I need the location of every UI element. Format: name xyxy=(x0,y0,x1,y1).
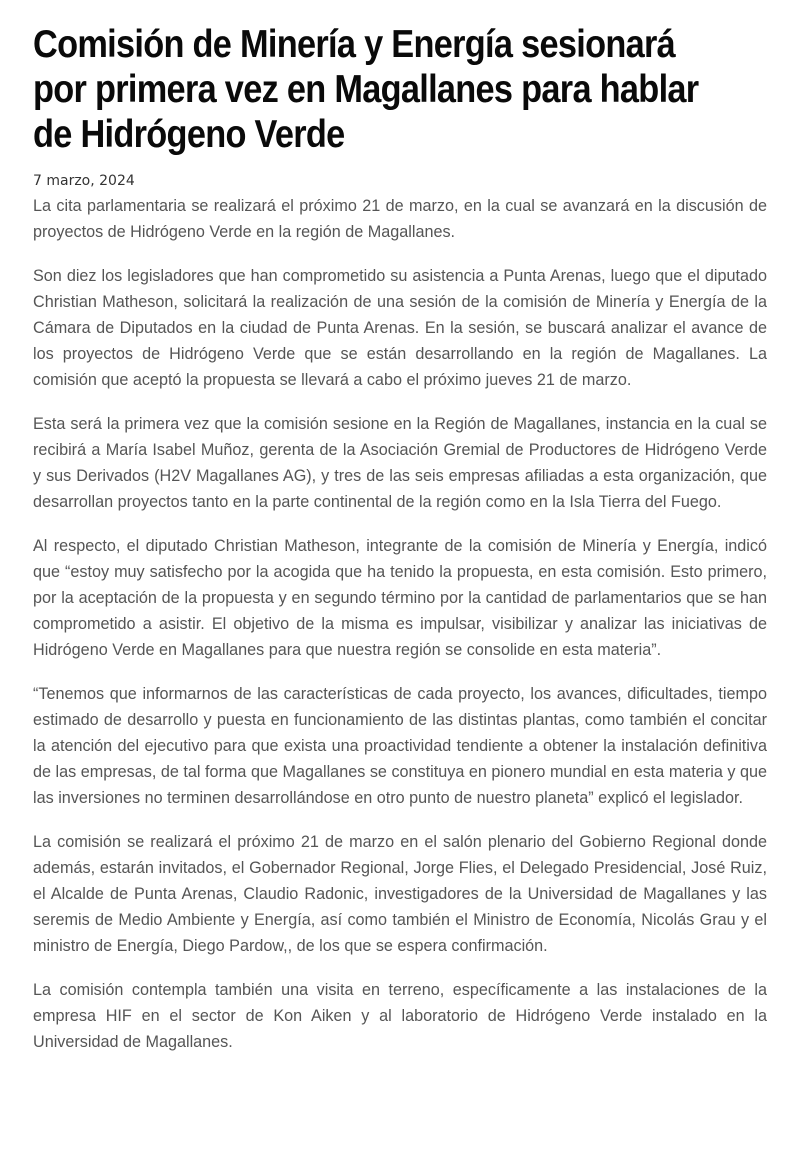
article-paragraph: “Tenemos que informarnos de las características de cada proyecto, los avances, dificultades, tiempo estimado de desarrollo y puesta en funcionamiento de las distintas plantas, como también el concitar la atención del ejecutivo para que exista una proactividad tendiente a obtener la instalación definitiva de las empresas, de tal forma que Magallanes se constituya en pionero mundial en esta materia y que las inversiones no terminen desarrollándose en otro punto de nuestro planeta” explicó el legislador. xyxy=(33,685,767,807)
article-paragraph: La comisión se realizará el próximo 21 de marzo en el salón plenario del Gobierno Regional donde además, estarán invitados, el Gobernador Regional, Jorge Flies, el Delegado Presidencial, José Ruiz, el Alcalde de Punta Arenas, Claudio Radonic, investigadores de la Universidad de Magallanes y las seremis de Medio Ambiente y Energía, así como también el Ministro de Economía, Nicolás Grau y el ministro de Energía, Diego Pardow,, de los que se espera confirmación. xyxy=(33,833,767,955)
article-paragraph: La cita parlamentaria se realizará el próximo 21 de marzo, en la cual se avanzará en la discusión de proyectos de Hidrógeno Verde en la región de Magallanes. xyxy=(33,197,767,241)
article-body xyxy=(33,193,767,1055)
article-title: Comisión de Minería y Energía sesionará por primera vez en Magallanes para hablar de Hidrógeno Verde xyxy=(33,23,699,156)
article-paragraph: Al respecto, el diputado Christian Matheson, integrante de la comisión de Minería y Energía, indicó que “estoy muy satisfecho por la acogida que ha tenido la propuesta, en esta comisión. Esto primero, por la aceptación de la propuesta y en segundo término por la cantidad de parlamentarios que se han comprometido a asistir. El objetivo de la misma es impulsar, visibilizar y analizar las iniciativas de Hidrógeno Verde en Magallanes para que nuestra región se consolide en esta materia”. xyxy=(33,537,767,659)
article-paragraph: Son diez los legisladores que han comprometido su asistencia a Punta Arenas, luego que el diputado Christian Matheson, solicitará la realización de una sesión de la comisión de Minería y Energía de la Cámara de Diputados en la ciudad de Punta Arenas. En la sesión, se buscará analizar el avance de los proyectos de Hidrógeno Verde que se están desarrollando en la región de Magallanes. La comisión que aceptó la propuesta se llevará a cabo el próximo jueves 21 de marzo. xyxy=(33,267,767,389)
article-paragraph: La comisión contempla también una visita en terreno, específicamente a las instalaciones de la empresa HIF en el sector de Kon Aiken y al laboratorio de Hidrógeno Verde instalado en la Universidad de Magallanes. xyxy=(33,981,767,1051)
article-paragraph: Esta será la primera vez que la comisión sesione en la Región de Magallanes, instancia en la cual se recibirá a María Isabel Muñoz, gerenta de la Asociación Gremial de Productores de Hidrógeno Verde y sus Derivados (H2V Magallanes AG), y tres de las seis empresas afiliadas a esta organización, que desarrollan proyectos tanto en la parte continental de la región como en la Isla Tierra del Fuego. xyxy=(33,415,767,511)
article-date: 7 marzo, 2024 xyxy=(33,173,135,189)
